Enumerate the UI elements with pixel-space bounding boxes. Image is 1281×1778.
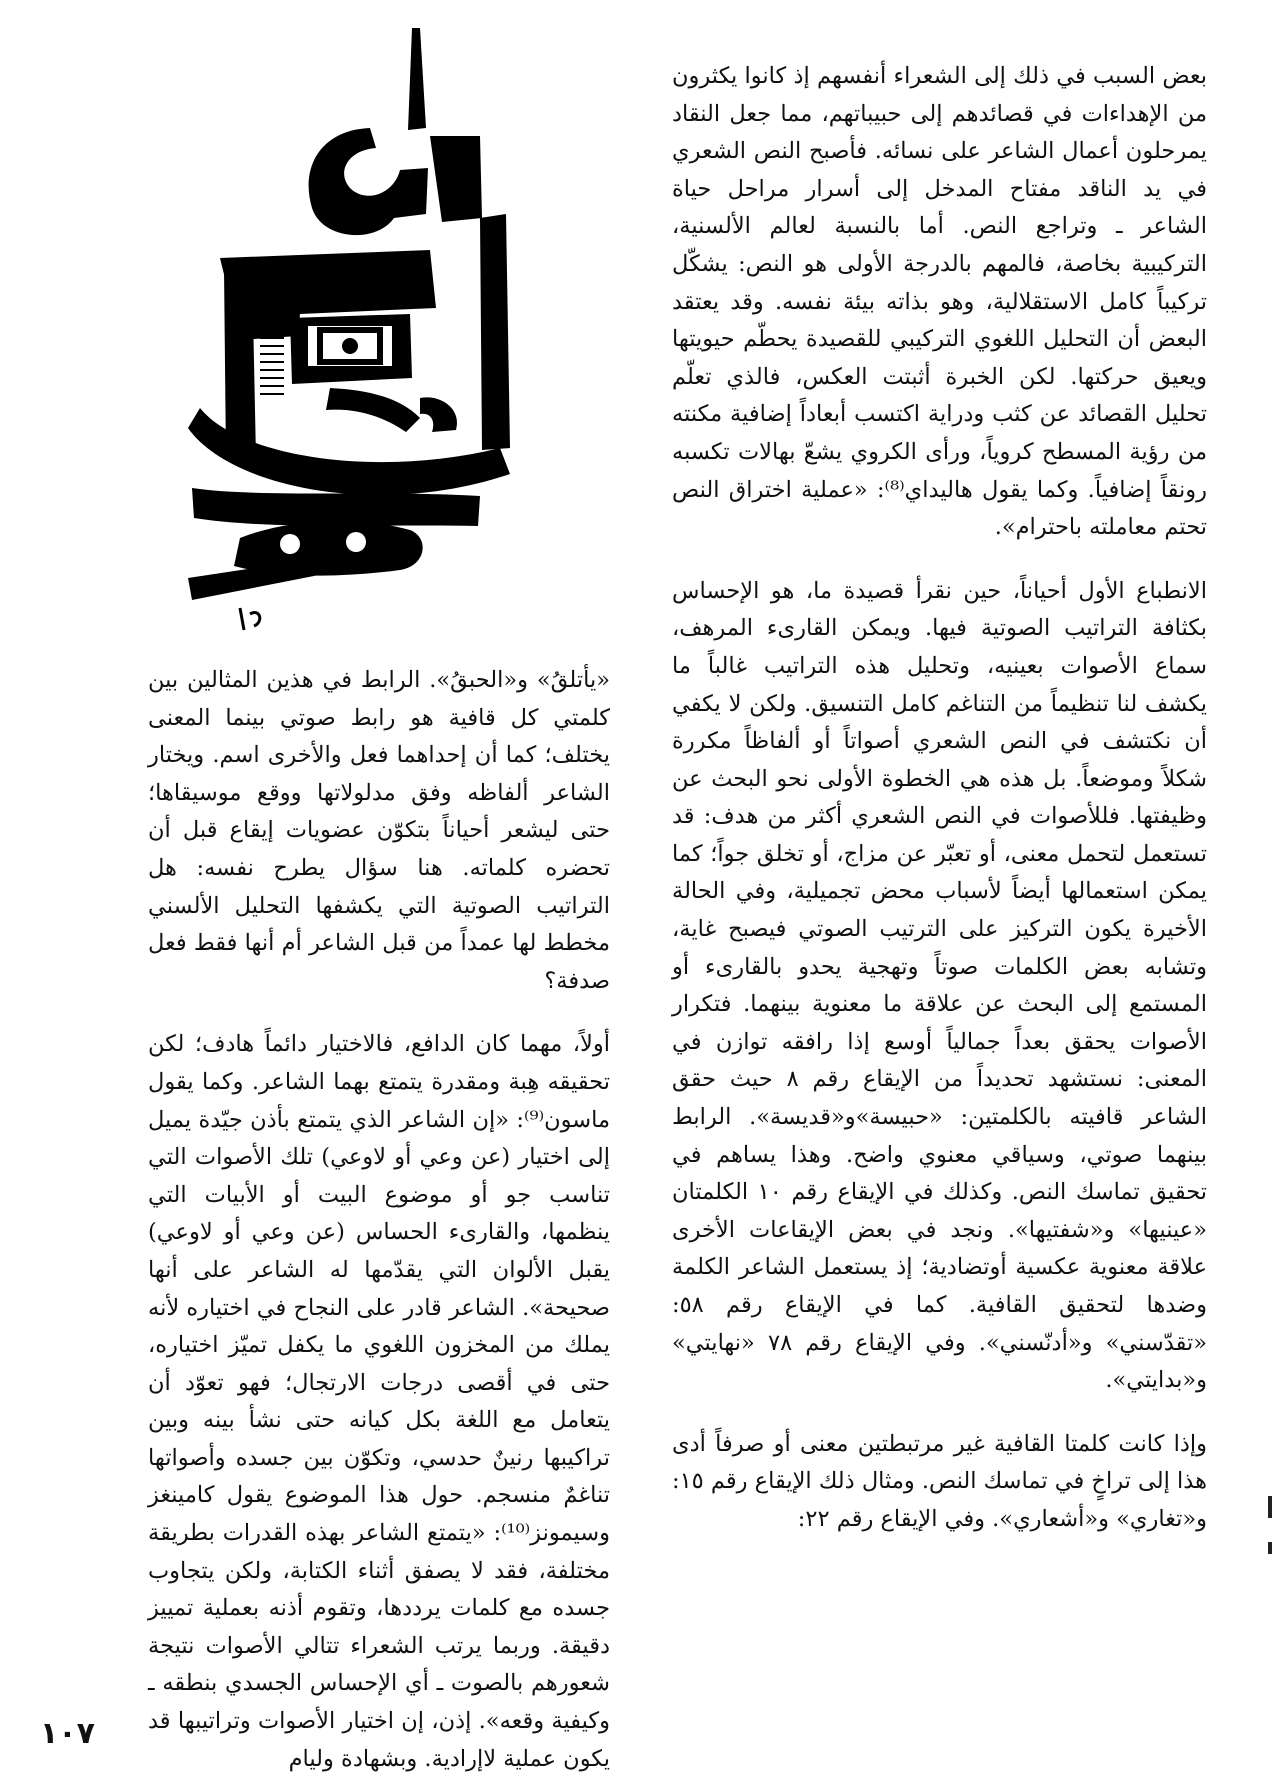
paragraph-poet-choice: أولاً، مهما كان الدافع، فالاختيار دائماً هادف؛ لكن تحقيقه هِبة ومقدرة يتمتع بهما الشاعر. وكما يقول ماسون⁽⁹⁾: «إن الشاعر الذي يتمتع بأذن جيّدة يميل إلى اختيار (عن وعي أو لاوعي) تلك الأصوات التي تناسب جو أو موضوع البيت أو الأبيات التي ينظمها، والقارىء الحساس (عن وعي أو لاوعي) يقبل الألوان التي يقدّمها له الشاعر على أنها صحيحة». الشاعر قادر على النجاح في اختياره لأنه يملك من المخزون اللغوي ما يكفل تميّز اختياره، حتى في أقصى درجات الارتجال؛ فهو تعوّد أن يتعامل مع اللغة بكل كيانه حتى نشأ بينه وبين تراكيبها رنينٌ حدسي، وتكوّن بين جسده وأصواتها تناغمٌ منسجم. حول هذا الموضوع يقول كامينغز وسيمونز⁽¹⁰⁾: «يتمتع الشاعر بهذه القدرات بطريقة مختلفة، فقد لا يصفق أثناء الكتابة، ولكن يتجاوب جسده مع كلمات يرددها، وتقوم أذنه بعملية تمييز دقيقة. وربما يرتب الشعراء تتالي الأصوات نتيجة شعورهم بالصوت ـ أي الإحساس الجسدي بنطقه ـ وكيفية وقعه». إذن، إن اختيار الأصوات وتراتيبها قد يكون عملية لاإرادية. وبشهادة وليام (148, 1031, 610, 1772)
left-column (148, 662, 610, 1778)
paragraph-rhyme-cohesion: وإذا كانت كلمتا القافية غير مرتبطتين معنى أو صرفاً أدى هذا إلى تراخٍ في تماسك النص. ومثال ذلك الإيقاع رقم ١٥: و«تغاري» و«أشعاري». وفي الإيقاع رقم ٢٢: (672, 1430, 1207, 1532)
paragraph-rhyme-examples: «يأتلقُ» و«الحبقُ». الرابط في هذين المثالين بين كلمتي كل قافية هو رابط صوتي بينما المعنى يختلف؛ كما أن إحداهما فعل والأخرى اسم. ويختار الشاعر ألفاظه وفق مدلولاتها ووقع موسيقاها؛ حتى ليشعر أحياناً بتكوّن عضويات إيقاع قبل أن تحضره كلماته. هنا سؤال يطرح نفسه: هل التراتيب الصوتية التي يكشفها التحليل الألسني مخطط لها عمداً من قبل الشاعر أم أنها فقط فعل صدفة؟ (148, 667, 610, 994)
right-column (672, 58, 1207, 1539)
calligraphy-artwork (180, 18, 540, 634)
paragraph-sound-patterns: الانطباع الأول أحياناً، حين نقرأ قصيدة ما، هو الإحساس بكثافة التراتيب الصوتية فيها. ويمكن القارىء المرهف، سماع الأصوات بعينيه، وتحليل هذه التراتيب غالباً ما يكشف لنا تنظيماً من التناغم كامل التنسيق. ولكن لا يكفي أن نكتشف في النص الشعري أصواتاً أو ألفاظاً مكررة شكلاً وموضعاً. بل هذه هي الخطوة الأولى نحو البحث عن وظيفتها. فللأصوات في النص الشعري أكثر من هدف: قد تستعمل لتحمل معنى، أو تعبّر عن مزاج، أو تخلق جواً؛ كما يمكن استعمالها أيضاً لأسباب محض تجميلية، وفي الحالة الأخيرة يكون التركيز على الترتيب الصوتي فيصبح غاية، وتشابه بعض الكلمات صوتاً وتهجية يحدو بالقارىء أو المستمع إلى البحث عن علاقة ما معنوية بينهما. فتكرار الأصوات يحقق بعداً جمالياً أوسع إذا رافقه توازن في المعنى: نستشهد تحديداً من الإيقاع رقم ٨ حيث حقق الشاعر قافيته بالكلمتين: «حبيسة»و«قديسة». الرابط بينهما صوتي، وسياقي معنوي واضح. وهذا يساهم في تحقيق تماسك النص. وكذلك في الإيقاع رقم ١٠ الكلمتان «عينيها» و«شفتيها». ونجد في بعض الإيقاعات الأخرى علاقة معنوية عكسية أوتضادية؛ إذ يستعمل الشاعر الكلمة وضدها لتحقيق القافية. كما في الإيقاع رقم ٥٨: «تقدّسني» و«أدنّسني». وفي الإيقاع رقم ٧٨ «نهايتي» و«بدايتي». (672, 577, 1207, 1394)
scan-edge-mark (1268, 1542, 1272, 1554)
scan-edge-mark (1268, 1496, 1272, 1518)
calligraphy-icon (180, 18, 540, 634)
paragraph-rhyme-dedications: بعض السبب في ذلك إلى الشعراء أنفسهم إذ كانوا يكثرون من الإهداءات في قصائدهم إلى حبيباتهم، مما جعل النقاد يمرحلون أعمال الشاعر على نسائه. فأصبح النص الشعري في يد الناقد مفتاح المدخل إلى أسرار مراحل حياة الشاعر ـ وتراجع النص. أما بالنسبة لعالم الألسنية، التركيبية بخاصة، فالمهم بالدرجة الأولى هو النص: يشكّل تركيباً كامل الاستقلالية، وهو بذاته بيئة نفسه. وقد يعتقد البعض أن التحليل اللغوي التركيبي للقصيدة يحطّم حيويتها ويعيق حركتها. لكن الخبرة أثبتت العكس، فالذي تعلّم تحليل القصائد عن كثب ودراية اكتسب أبعاداً إضافية مكنته من رؤية المسطح كروياً، ورأى الكروي يشعّ بهالات تكسبه رونقاً إضافياً. وكما يقول هاليداي⁽⁸⁾: «عملية اختراق النص تحتم معاملته باحترام». (672, 63, 1207, 541)
page-number: ١٠٧ (40, 1716, 95, 1751)
